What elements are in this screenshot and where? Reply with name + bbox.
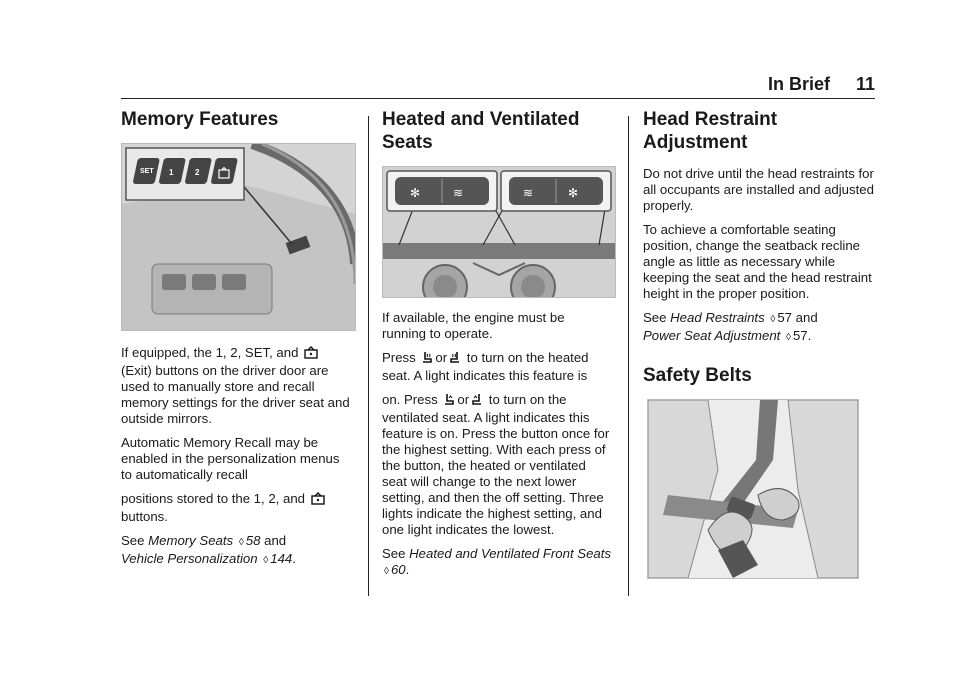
header-page-number: 11 (855, 74, 875, 94)
svg-text:✻: ✻ (410, 186, 421, 200)
ventilated-seat-right-icon (471, 392, 483, 410)
memory-1-button-label: 1 (169, 168, 174, 177)
heading-safety-belts: Safety Belts (643, 365, 752, 386)
column-head-restraint (643, 108, 875, 579)
and-word: and (264, 533, 287, 548)
heated-p3-body: ventilated seat. A light indicates this feature is on. Press the button once for the highest setting. With each press of the button, the heated or ventilated seat will change to the next lower setting, and then the off setting. Three lights indicate the highest setting, and one light indicates the lowest. (382, 410, 610, 537)
heated-paragraph-2 (382, 350, 612, 384)
ref-heated-ventilated-front-seats-link[interactable]: Heated and Ventilated Front Seats (409, 546, 611, 561)
memory-paragraph-2b (121, 491, 354, 525)
safety-belt-figure (647, 399, 859, 579)
or-word: or (435, 350, 448, 365)
heated-paragraph-1: If available, the engine must be running to operate. (382, 310, 565, 341)
memory-p1-continuation: (Exit) buttons on the driver door are used to manually store and recall memory settings for the driver seat and outside mirrors. (121, 363, 350, 426)
ref-vehicle-personalization-page[interactable]: 144 (270, 551, 293, 566)
head-restraint-paragraph-1: Do not drive until the head restraints for all occupants are installed and adjusted properly. (643, 166, 874, 213)
heated-seat-left-icon (421, 350, 433, 368)
exit-button-icon (218, 166, 230, 184)
or-word: or (457, 392, 470, 407)
ref-heated-ventilated-front-seats-page[interactable]: 60 (390, 562, 406, 577)
and-word: and (795, 310, 818, 325)
heated-p3-tail: to turn on the (488, 392, 567, 407)
svg-text:≋: ≋ (453, 186, 464, 200)
ref-power-seat-adjustment-page[interactable]: 57 (792, 328, 808, 343)
ventilated-seat-left-icon (443, 392, 455, 410)
header-text (768, 74, 875, 95)
page-header (121, 70, 875, 100)
memory-paragraph-2: Automatic Memory Recall may be enabled in the personalization menus to automatically recall (121, 435, 340, 482)
svg-text:≋: ≋ (523, 186, 534, 200)
exit-seat-icon (311, 492, 325, 509)
heated-see-references: See Heated and Ventilated Front Seats ◊ 60. (382, 546, 611, 577)
heated-p2-tail: to turn on the heated seat. A light indicates this feature is (382, 350, 589, 383)
svg-text:✻: ✻ (568, 186, 579, 200)
heated-vent-controls-figure (382, 166, 616, 298)
header-section-title: In Brief (767, 74, 830, 94)
page-reference-arrow-icon: ◊ (786, 332, 791, 343)
heated-paragraph-3 (382, 392, 612, 538)
ref-head-restraints-page[interactable]: 57 (777, 310, 792, 325)
page-reference-arrow-icon: ◊ (238, 537, 244, 548)
header-rule (121, 98, 875, 99)
ref-memory-seats-link[interactable]: Memory Seats (148, 533, 234, 548)
ref-head-restraints-link[interactable]: Head Restraints (670, 310, 765, 325)
exit-seat-icon (304, 346, 318, 363)
memory-p1-text: If equipped, the 1, 2, SET, and (121, 345, 299, 360)
see-prefix: See (643, 310, 667, 325)
memory-2-button-label: 2 (195, 168, 200, 177)
memory-p2c-text: buttons. (121, 509, 168, 524)
safety-belt-illustration (648, 400, 858, 578)
ref-memory-seats-page[interactable]: 58 (245, 533, 261, 548)
memory-p2b-text: positions stored to the 1, 2, and (121, 491, 306, 506)
press-word: Press (382, 350, 416, 365)
see-prefix: See (382, 546, 406, 561)
heading-head-restraint-adjustment: Head Restraint Adjustment (643, 109, 778, 153)
memory-paragraph-1 (121, 345, 354, 427)
heading-heated-ventilated-seats: Heated and Ventilated Seats (382, 109, 580, 153)
see-prefix: See (121, 533, 145, 548)
memory-buttons-figure (121, 143, 356, 331)
head-restraint-paragraph-2: To achieve a comfortable seating position, change the seatback recline angle as little as necessary while keeping the seat and the head restraint height in the proper position. (643, 222, 872, 301)
heading-memory-features: Memory Features (121, 109, 279, 130)
page-reference-arrow-icon: ◊ (770, 314, 776, 325)
memory-buttons-illustration (122, 144, 355, 330)
column-heated-ventilated-seats (382, 108, 612, 588)
heated-seat-right-icon (449, 350, 461, 368)
column-divider-2 (628, 116, 629, 596)
set-button-label: SET (140, 168, 154, 175)
on-press-text: on. Press (382, 392, 438, 407)
column-divider-1 (368, 116, 369, 596)
page-reference-arrow-icon: ◊ (263, 555, 269, 566)
ref-power-seat-adjustment-link[interactable]: Power Seat Adjustment (643, 328, 781, 343)
column-memory-features (121, 108, 354, 577)
heated-vent-controls-illustration (383, 167, 615, 297)
memory-see-references: See Memory Seats ◊ 58 and Vehicle Personalization ◊ 144. (121, 533, 296, 566)
page-reference-arrow-icon: ◊ (384, 566, 389, 577)
ref-vehicle-personalization-link[interactable]: Vehicle Personalization (121, 551, 258, 566)
head-restraint-see-references: See Head Restraints ◊ 57 and Power Seat Adjustment ◊ 57. (643, 310, 818, 343)
